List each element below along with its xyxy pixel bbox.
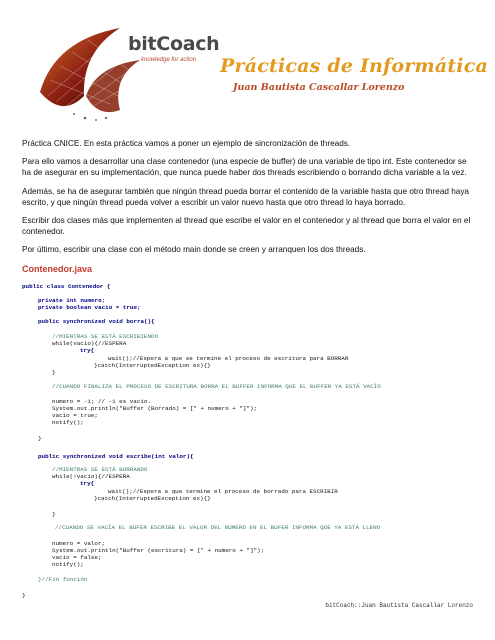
code-line: numero = valor; — [52, 540, 106, 547]
code-line: numero = -1; // -1 es vacio. — [52, 398, 151, 405]
code-line: while(vacio){//ESPERA — [52, 340, 127, 347]
bitcoach-logo-icon — [0, 0, 220, 128]
code-line: } — [22, 592, 26, 599]
intro-paragraph: Práctica CNICE. En esta práctica vamos a poner un ejemplo de sincronización de threads. — [22, 139, 351, 148]
code-line: } — [52, 369, 56, 376]
code-line: public class Contenedor { — [22, 283, 111, 290]
code-line: //MIENTRAS SE ESTÁ BORRANDO — [52, 466, 148, 473]
code-line: //CUANDO FINALIZA EL PROCESO DE ESCRITURA BORRA EL BUFFER INFORMA QUE EL BUFFER YA ESTÁ VACÍO — [52, 383, 381, 390]
code-line: try{ — [80, 480, 95, 487]
code-line: }//Fin función — [38, 576, 88, 583]
brand-tagline: knowledge for action — [141, 57, 197, 63]
code-line: System.out.println("Buffer (escritura) = [" + numero + "]"); — [52, 547, 265, 554]
code-line: notify(); — [52, 419, 84, 426]
code-line: } — [52, 511, 56, 518]
code-line: try{ — [80, 347, 95, 354]
code-line: }catch(InterruptedException ex){} — [94, 495, 211, 502]
code-line: private int numero; — [38, 297, 106, 304]
code-line: while(!vacio){//ESPERA — [52, 473, 130, 480]
classes-paragraph: Escribir dos clases más que implementen al thread que escribe el valor en el contenedor y al thread que borra el valor en el contenedor. — [22, 216, 471, 236]
code-line: wait();//Espera a que termine el proceso de borrado para ESCRIBIR — [108, 488, 338, 495]
code-line: wait();//Espera a que se termine el proceso de escritura para BORRAR — [108, 355, 349, 362]
code-line: } — [38, 435, 42, 442]
page-title: Prácticas de Informática — [220, 55, 488, 77]
description-paragraph: Para ello vamos a desarrollar una clase contenedor (una especie de buffer) de una variable de tipo int. Este contenedor se ha de asegurar en su implementación, que nunca puede haber dos threads escribiendo o borrando dicha variable a la vez. — [22, 157, 467, 177]
code-line: vacio = true; — [52, 412, 98, 419]
author-name: Juan Bautista Cascallar Lorenzo — [233, 82, 405, 93]
page-header — [0, 0, 495, 128]
code-line: vacio = false; — [52, 554, 102, 561]
code-line: public synchronized void borra(){ — [38, 318, 155, 325]
main-paragraph: Por último, escribir una clase con el método main donde se creen y arranquen los dos threads. — [22, 245, 366, 254]
requirements-paragraph: Además, se ha de asegurar también que ningún thread pueda borrar el contenido de la variable hasta que otro thread haya escrito, y que ningún thread pueda volver a escribir un valor nuevo hasta que otro thread lo haya borrado. — [22, 187, 469, 207]
code-line: }catch(InterruptedException ex){} — [94, 362, 211, 369]
page-footer: bitCoach::Juan Bautista Cascallar Lorenzo — [325, 602, 473, 609]
code-line: //CUANDO SE VACÍA EL BUFER ESCRIBE EL VALOR DEL NÚMERO EN EL BUFER INFORMA QUE YA ESTÁ LLENO — [55, 524, 381, 531]
section-title: Contenedor.java — [22, 264, 93, 274]
brand-name: bitCoach — [128, 33, 220, 55]
code-line: public synchronized void escribe(int valor){ — [38, 453, 194, 460]
code-line: notify(); — [52, 561, 84, 568]
code-line: System.out.println("Buffer (Borrado) = [" + numero + "]"); — [52, 405, 258, 412]
code-line: //MIENTRAS SE ESTÁ ESCRIBIENDO — [52, 333, 159, 340]
code-line: private boolean vacio = true; — [38, 304, 141, 311]
